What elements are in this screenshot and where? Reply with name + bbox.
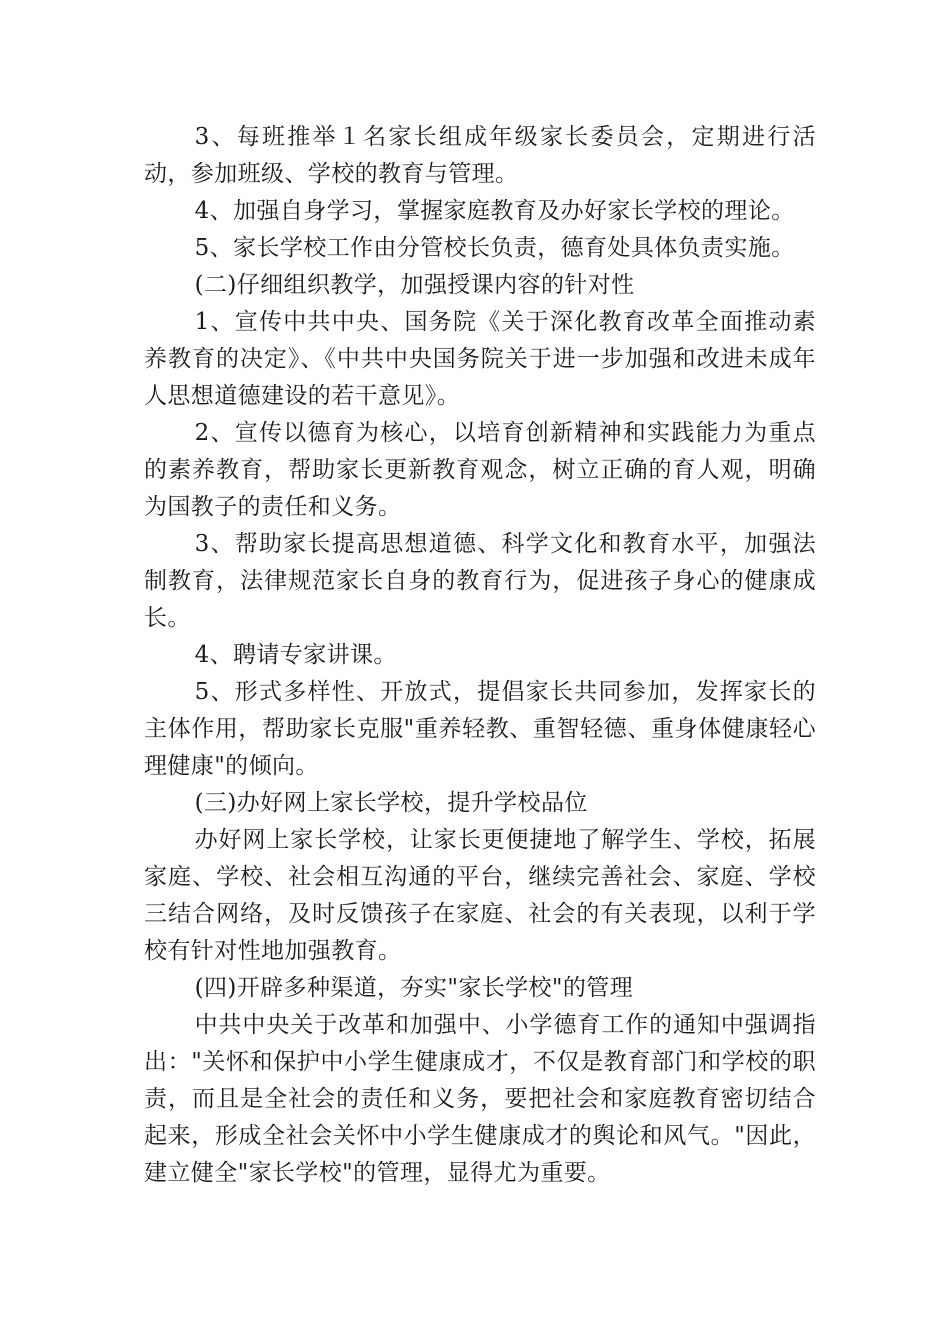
paragraph-item-5-responsibility: 5、家长学校工作由分管校长负责，德育处具体负责实施。 xyxy=(194,235,795,261)
paragraph-item-2-moral-education: 2、宣传以德育为核心，以培育创新精神和实践能力为重点的素养教育，帮助家长更新教育观念，树立正确的育人观，明确为国教子的责任和义务。 xyxy=(144,420,816,520)
paragraph-item-3-parent-committee: 3、每班推举１名家长组成年级家长委员会，定期进行活动，参加班级、学校的教育与管理。 xyxy=(144,124,816,187)
paragraph-item-5-open-format: 5、形式多样性、开放式，提倡家长共同参加，发挥家长的主体作用，帮助家长克服"重养轻教、重智轻德、重身体健康轻心理健康"的倾向。 xyxy=(144,679,816,779)
paragraph-online-school: 办好网上家长学校，让家长更便捷地了解学生、学校，拓展家庭、学校、社会相互沟通的平台，继续完善社会、家庭、学校三结合网络，及时反馈孩子在家庭、社会的有关表现，以利于学校有针对性地加强教育。 xyxy=(144,827,816,964)
paragraph-item-4-self-study: 4、加强自身学习，掌握家庭教育及办好家长学校的理论。 xyxy=(194,198,795,224)
paragraph-item-3-improve-parents: 3、帮助家长提高思想道德、科学文化和教育水平，加强法制教育，法律规范家长自身的教育行为，促进孩子身心的健康成长。 xyxy=(144,531,816,631)
paragraph-item-4-expert-lectures: 4、聘请专家讲课。 xyxy=(194,642,397,668)
paragraph-item-1-publicize-decisions: 1、宣传中共中央、国务院《关于深化教育改革全面推动素养教育的决定》、《中共中央国务院关于进一步加强和改进未成年人思想道德建设的若干意见》。 xyxy=(144,309,816,409)
paragraph-central-notice: 中共中央关于改革和加强中、小学德育工作的通知中强调指出："关怀和保护中小学生健康成才，不仅是教育部门和学校的职责，而且是全社会的责任和义务，要把社会和家庭教育密切结合起来，形成全社会关怀中小学生健康成才的舆论和风气。"因此，建立健全"家长学校"的管理，显得尤为重要。 xyxy=(144,1012,816,1186)
section-heading-4: (四)开辟多种渠道，夯实"家长学校"的管理 xyxy=(194,975,634,1001)
section-heading-2: (二)仔细组织教学，加强授课内容的针对性 xyxy=(194,272,635,298)
section-heading-3: (三)办好网上家长学校，提升学校品位 xyxy=(194,790,588,816)
document-body xyxy=(144,119,816,1192)
